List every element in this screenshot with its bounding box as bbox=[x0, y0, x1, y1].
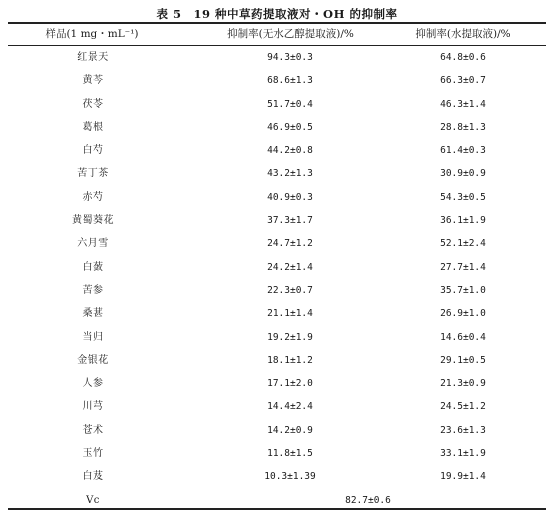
table-row bbox=[8, 209, 546, 232]
control-name: Vc bbox=[86, 494, 100, 506]
table-row bbox=[8, 116, 546, 139]
table-row bbox=[8, 93, 546, 116]
header-water: 抑制率(水提取液)/% bbox=[415, 28, 511, 40]
ethanol-inhibition: 18.1±1.2 bbox=[267, 354, 313, 366]
ethanol-inhibition: 40.9±0.3 bbox=[267, 191, 313, 203]
table-row bbox=[8, 139, 546, 162]
herb-name: 玉竹 bbox=[82, 448, 104, 460]
table-row bbox=[8, 302, 546, 325]
ethanol-inhibition: 14.2±0.9 bbox=[267, 424, 313, 436]
herb-name: 川芎 bbox=[82, 401, 104, 413]
water-inhibition: 28.8±1.3 bbox=[440, 121, 486, 133]
table-row bbox=[8, 162, 546, 185]
ethanol-inhibition: 10.3±1.39 bbox=[264, 471, 316, 483]
top-rule bbox=[8, 22, 546, 24]
herb-name: 葛根 bbox=[82, 121, 104, 133]
water-inhibition: 23.6±1.3 bbox=[440, 424, 486, 436]
herb-name: 茯苓 bbox=[82, 98, 104, 110]
table-row bbox=[8, 442, 546, 465]
table-row bbox=[8, 326, 546, 349]
herb-name: 桑葚 bbox=[82, 308, 104, 320]
table-row bbox=[8, 279, 546, 302]
ethanol-inhibition: 46.9±0.5 bbox=[267, 121, 313, 133]
water-inhibition: 66.3±0.7 bbox=[440, 75, 486, 87]
bottom-rule bbox=[8, 508, 546, 510]
water-inhibition: 64.8±0.6 bbox=[440, 52, 486, 63]
herb-name: 白蔹 bbox=[82, 261, 104, 273]
water-inhibition: 24.5±1.2 bbox=[440, 401, 486, 413]
table-row bbox=[8, 395, 546, 418]
ethanol-inhibition: 22.3±0.7 bbox=[267, 284, 313, 296]
table-row bbox=[8, 232, 546, 255]
table-body bbox=[8, 46, 546, 512]
header-ethanol: 抑制率(无水乙醇提取液)/% bbox=[227, 28, 354, 40]
table-row bbox=[8, 256, 546, 279]
ethanol-inhibition: 11.8±1.5 bbox=[267, 448, 313, 460]
herb-name: 苦参 bbox=[82, 284, 104, 296]
table-row bbox=[8, 349, 546, 372]
water-inhibition: 29.1±0.5 bbox=[440, 354, 486, 366]
water-inhibition: 35.7±1.0 bbox=[440, 284, 486, 296]
water-inhibition: 52.1±2.4 bbox=[440, 238, 486, 250]
ethanol-inhibition: 21.1±1.4 bbox=[267, 308, 313, 320]
herb-name: 白芨 bbox=[82, 471, 104, 483]
table-row bbox=[8, 69, 546, 92]
ethanol-inhibition: 24.7±1.2 bbox=[267, 238, 313, 250]
control-value: 82.7±0.6 bbox=[345, 494, 391, 506]
ethanol-inhibition: 94.3±0.3 bbox=[267, 52, 313, 63]
herb-name: 金银花 bbox=[77, 354, 109, 366]
ethanol-inhibition: 19.2±1.9 bbox=[267, 331, 313, 343]
herb-name: 当归 bbox=[82, 331, 104, 343]
water-inhibition: 61.4±0.3 bbox=[440, 145, 486, 157]
ethanol-inhibition: 37.3±1.7 bbox=[267, 215, 313, 227]
table-row bbox=[8, 186, 546, 209]
table-row bbox=[8, 372, 546, 395]
water-inhibition: 33.1±1.9 bbox=[440, 448, 486, 460]
ethanol-inhibition: 51.7±0.4 bbox=[267, 98, 313, 110]
herb-name: 苍术 bbox=[82, 424, 104, 436]
herb-name: 苦丁茶 bbox=[77, 168, 109, 180]
ethanol-inhibition: 24.2±1.4 bbox=[267, 261, 313, 273]
table-row bbox=[8, 46, 546, 69]
table-row bbox=[8, 465, 546, 488]
herb-name: 红景天 bbox=[77, 52, 109, 63]
water-inhibition: 14.6±0.4 bbox=[440, 331, 486, 343]
herb-name: 白芍 bbox=[82, 145, 104, 157]
water-inhibition: 26.9±1.0 bbox=[440, 308, 486, 320]
herb-name: 黄蜀葵花 bbox=[72, 215, 114, 227]
ethanol-inhibition: 44.2±0.8 bbox=[267, 145, 313, 157]
herb-name: 六月雪 bbox=[77, 238, 109, 250]
herb-name: 黄芩 bbox=[82, 75, 104, 87]
water-inhibition: 54.3±0.5 bbox=[440, 191, 486, 203]
water-inhibition: 46.3±1.4 bbox=[440, 98, 486, 110]
header-sample: 样品(1 mg・mL⁻¹) bbox=[45, 28, 139, 40]
table-row bbox=[8, 419, 546, 442]
water-inhibition: 19.9±1.4 bbox=[440, 471, 486, 483]
ethanol-inhibition: 43.2±1.3 bbox=[267, 168, 313, 180]
ethanol-inhibition: 68.6±1.3 bbox=[267, 75, 313, 87]
water-inhibition: 27.7±1.4 bbox=[440, 261, 486, 273]
herb-name: 人参 bbox=[82, 378, 104, 390]
table-caption: 表 5 19 种中草药提取液对・OH 的抑制率 bbox=[156, 7, 398, 21]
water-inhibition: 36.1±1.9 bbox=[440, 215, 486, 227]
ethanol-inhibition: 17.1±2.0 bbox=[267, 378, 313, 390]
water-inhibition: 30.9±0.9 bbox=[440, 168, 486, 180]
water-inhibition: 21.3±0.9 bbox=[440, 378, 486, 390]
ethanol-inhibition: 14.4±2.4 bbox=[267, 401, 313, 413]
herb-name: 赤芍 bbox=[82, 191, 104, 203]
